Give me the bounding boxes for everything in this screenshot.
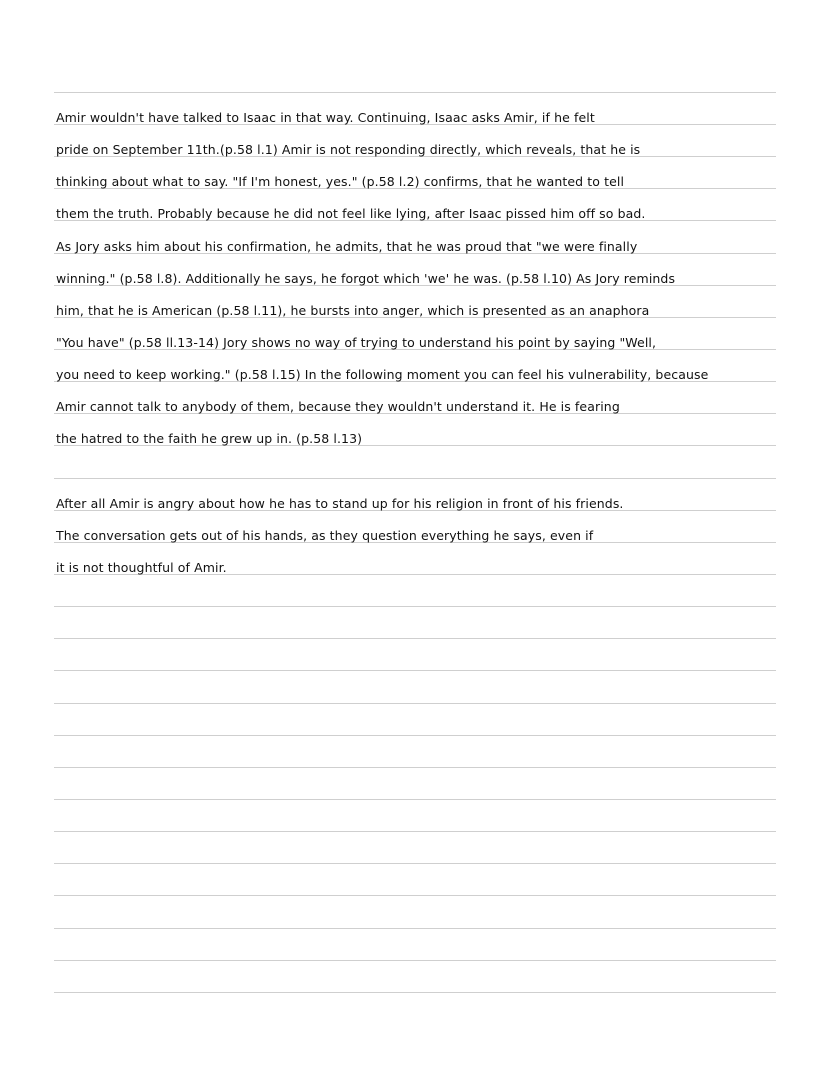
ruled-line [54, 895, 776, 896]
text-line: them the truth. Probably because he did not feel like lying, after Isaac pissed him off so bad. [56, 206, 646, 221]
ruled-line [54, 831, 776, 832]
text-line: The conversation gets out of his hands, as they question everything he says, even if [56, 528, 594, 543]
ruled-line [54, 767, 776, 768]
ruled-line [54, 478, 776, 479]
text-line: him, that he is American (p.58 l.11), he bursts into anger, which is presented as an anaphora [56, 303, 650, 318]
text-line: "You have" (p.58 ll.13-14) Jory shows no way of trying to understand his point by saying "Well, [56, 335, 657, 350]
text-line: thinking about what to say. "If I'm honest, yes." (p.58 l.2) confirms, that he wanted to tell [56, 174, 625, 189]
text-line: it is not thoughtful of Amir. [56, 560, 227, 575]
ruled-line [54, 863, 776, 864]
text-line: pride on September 11th.(p.58 l.1) Amir is not responding directly, which reveals, that he is [56, 142, 641, 157]
text-line: winning." (p.58 l.8). Additionally he says, he forgot which 'we' he was. (p.58 l.10) As Jory reminds [56, 271, 676, 286]
text-line: As Jory asks him about his confirmation, he admits, that he was proud that "we were finally [56, 239, 638, 254]
text-line: Amir cannot talk to anybody of them, because they wouldn't understand it. He is fearing [56, 399, 620, 414]
ruled-line [54, 960, 776, 961]
ruled-line [54, 606, 776, 607]
ruled-line [54, 735, 776, 736]
ruled-line [54, 670, 776, 671]
text-line: you need to keep working." (p.58 l.15) In the following moment you can feel his vulnerability, because [56, 367, 709, 382]
text-line: Amir wouldn't have talked to Isaac in that way. Continuing, Isaac asks Amir, if he felt [56, 110, 595, 125]
ruled-line [54, 799, 776, 800]
ruled-line [54, 638, 776, 639]
ruled-line [54, 928, 776, 929]
text-line: the hatred to the faith he grew up in. (p.58 l.13) [56, 431, 363, 446]
ruled-line [54, 992, 776, 993]
ruled-line [54, 703, 776, 704]
text-line: After all Amir is angry about how he has to stand up for his religion in front of his friends. [56, 496, 624, 511]
ruled-line [54, 92, 776, 93]
